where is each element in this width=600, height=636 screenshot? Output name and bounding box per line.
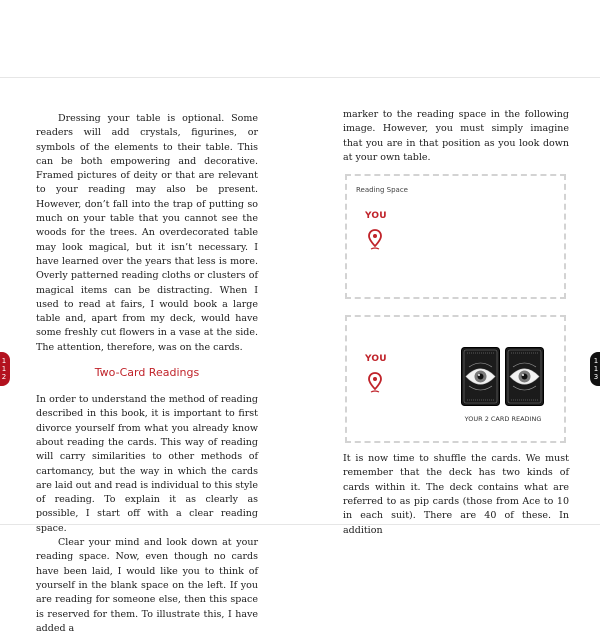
reading-space-label: Reading Space [356, 186, 408, 195]
page-number-tab-right [590, 352, 600, 386]
left-page-text [36, 112, 258, 636]
page-digit: 2 [1, 373, 7, 381]
right-paragraph-1: marker to the reading space in the following image. However, you must simply imagine that you are in that position as you look down at your own table. [343, 109, 569, 163]
left-paragraph-1: Dressing your table is optional. Some readers will add crystals, figurines, or symbols of the elements to their table. This can be both empowering and decorative. Framed pictures of deity or that are relevant to your reading may also be present. However, don’t fall into the trap of putting so much on your table that you cannot see the woods for the trees. An overdecorated table may look magical, but it isn’t necessary. I have learned over the years that less is more. Overly patterned reading cloths or clusters of magical items can be distracting. When I used to read at fairs, I would book a large table and, apart from my deck, would have some freshly cut flowers in a vase at the side. The attention, therefore, was on the cards. [36, 113, 258, 353]
section-heading: Two-Card Readings [94, 366, 200, 380]
two-card-reading-figure [345, 315, 566, 443]
right-paragraph-2: It is now time to shuffle the cards. We must remember that the deck has two kinds of cards within it. The deck contains what are referred to as pip cards (those from Ace to 10 in each suit). There are 40 of these. In addition [343, 453, 569, 536]
book-spread [0, 77, 600, 634]
eye-card-back-icon [505, 347, 544, 406]
page-digit: 3 [593, 373, 599, 381]
right-page-text [343, 108, 569, 538]
page-digit: 1 [1, 357, 7, 365]
page-digit: 1 [1, 365, 7, 373]
eye-card-back-icon [461, 347, 500, 406]
left-paragraph-3: Clear your mind and look down at your reading space. Now, even though no cards have been laid, I would like you to think of yourself in the blank space on the left. If you are reading for someone else, then this space is reserved for them. To illustrate this, I have added a [36, 537, 258, 634]
reading-space-figure [345, 174, 566, 299]
location-pin-icon [368, 372, 382, 394]
page-number-tab-left [0, 352, 10, 386]
page-digit: 1 [593, 365, 599, 373]
left-paragraph-2: In order to understand the method of reading described in this book, it is important to first divorce yourself from what you already know about reading the cards. This way of reading will carry similarities to other methods of cartomancy, but the way in which the cards are laid out and read is individual to this style of reading. To explain it as clearly as possible, I start off with a clear reading space. [36, 394, 258, 534]
page-digit: 1 [593, 357, 599, 365]
two-card-caption: YOUR 2 CARD READING [464, 415, 542, 424]
you-label: YOU [365, 211, 387, 222]
location-pin-icon [368, 229, 382, 251]
you-label: YOU [365, 354, 387, 365]
